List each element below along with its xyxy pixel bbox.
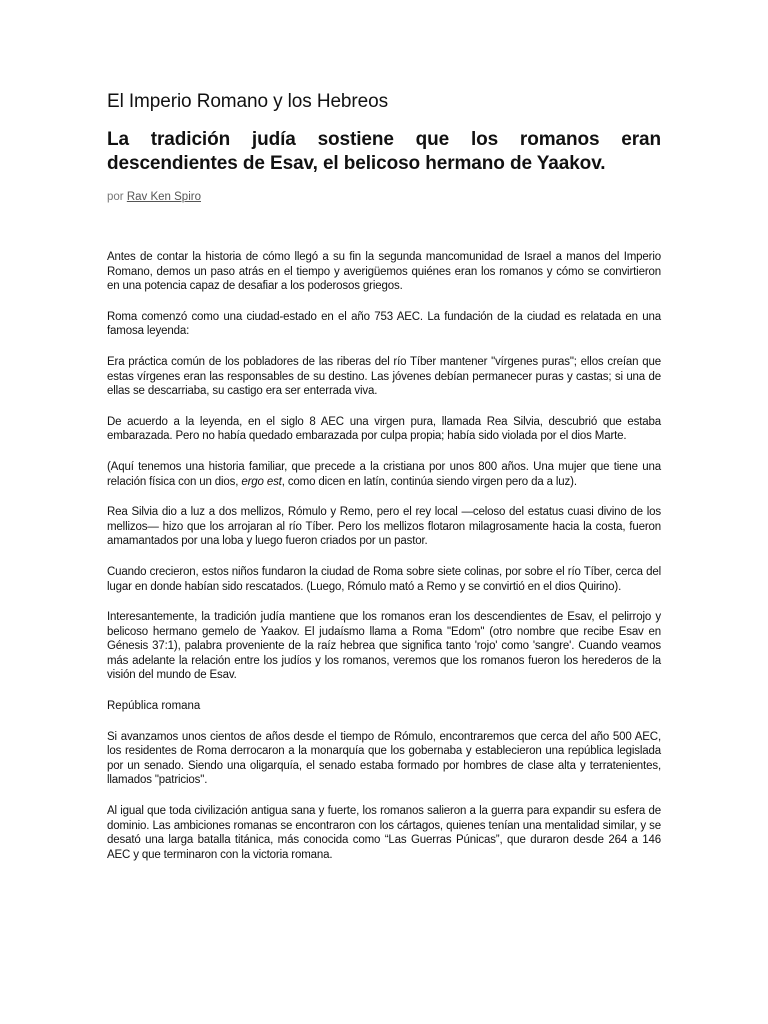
article bbox=[107, 90, 661, 878]
paragraph-pure-virgins: Era práctica común de los pobladores de las riberas del río Tíber mantener "vírgenes puras"; ellos creían que estas vírgenes eran las responsables de su destino. Las jóvenes debían permanecer puras y castas; si una de ellas se descarriaba, su castigo era ser enterrada viva. bbox=[107, 355, 661, 398]
paragraph-familiar-story: (Aquí tenemos una historia familiar, que precede a la cristiana por unos 800 años. Una mujer que tiene una relación física con un dios, ergo est, como dicen en latín, continúa siendo virgen pero da a luz). bbox=[107, 460, 661, 488]
byline-prefix: por bbox=[107, 191, 124, 203]
paragraph-punic-wars: Al igual que toda civilización antigua sana y fuerte, los romanos salieron a la guerra para expandir su esfera de dominio. Las ambiciones romanas se encontraron con los cártagos, quienes tenían una mentalidad similar, y se desató una larga batalla titánica, más conocida como “Las Guerras Púnicas”, que duraron desde 264 a 146 AEC y que terminaron con la victoria romana. bbox=[107, 805, 661, 861]
article-title: El Imperio Romano y los Hebreos bbox=[107, 91, 388, 112]
article-subtitle: La tradición judía sostiene que los romanos eran descendientes de Esav, el belicoso hermano de Yaakov. bbox=[107, 129, 661, 174]
paragraph-rea-silvia: De acuerdo a la leyenda, en el siglo 8 AEC una virgen pura, llamada Rea Silvia, descubrió que estaba embarazada. Pero no había quedado embarazada por culpa propia; había sido violada por el dios Marte. bbox=[107, 415, 661, 443]
paragraph-founding-rome: Cuando crecieron, estos niños fundaron la ciudad de Roma sobre siete colinas, por sobre el río Tíber, cerca del lugar en donde habían sido rescatados. (Luego, Rómulo mató a Remo y se convirtió en el dios Quirino). bbox=[107, 565, 661, 593]
byline bbox=[107, 190, 661, 204]
paragraph-rome-founding: Roma comenzó como una ciudad-estado en el año 753 AEC. La fundación de la ciudad es relatada en una famosa leyenda: bbox=[107, 310, 661, 338]
paragraph-intro: Antes de contar la historia de cómo llegó a su fin la segunda mancomunidad de Israel a manos del Imperio Romano, demos un paso atrás en el tiempo y averigüemos quiénes eran los romanos y cómo se convirtieron en una potencia capaz de desafiar a los poderosos griegos. bbox=[107, 251, 661, 293]
author-link[interactable]: Rav Ken Spiro bbox=[126, 191, 201, 203]
section-heading-republica: República romana bbox=[107, 700, 201, 713]
paragraph-republic: Si avanzamos unos cientos de años desde el tiempo de Rómulo, encontraremos que cerca del año 500 AEC, los residentes de Roma derrocaron a la monarquía que los gobernaba y establecieron una república legislada por un senado. Siendo una oligarquía, el senado estaba formado por hombres de clase alta y terratenientes, llamados "patricios". bbox=[107, 730, 661, 787]
paragraph-esav: Interesantemente, la tradición judía mantiene que los romanos eran los descendientes de Esav, el pelirrojo y belicoso hermano gemelo de Yaakov. El judaísmo llama a Roma "Edom" (otro nombre que recibe Esav en Génesis 37:1), palabra proveniente de la raíz hebrea que significa tanto 'rojo' como 'sangre'. Cuando veamos más adelante la relación entre los judíos y los romanos, veremos que los romanos fueron los herederos de la visión del mundo de Esav. bbox=[107, 611, 661, 682]
paragraph-twins: Rea Silvia dio a luz a dos mellizos, Rómulo y Remo, pero el rey local —celoso del estatus cuasi divino de los mellizos— hizo que los arrojaran al río Tíber. Pero los mellizos flotaron milagrosamente hacia la costa, fueron amamantados por una loba y luego fueron criados por un pastor. bbox=[107, 506, 661, 548]
